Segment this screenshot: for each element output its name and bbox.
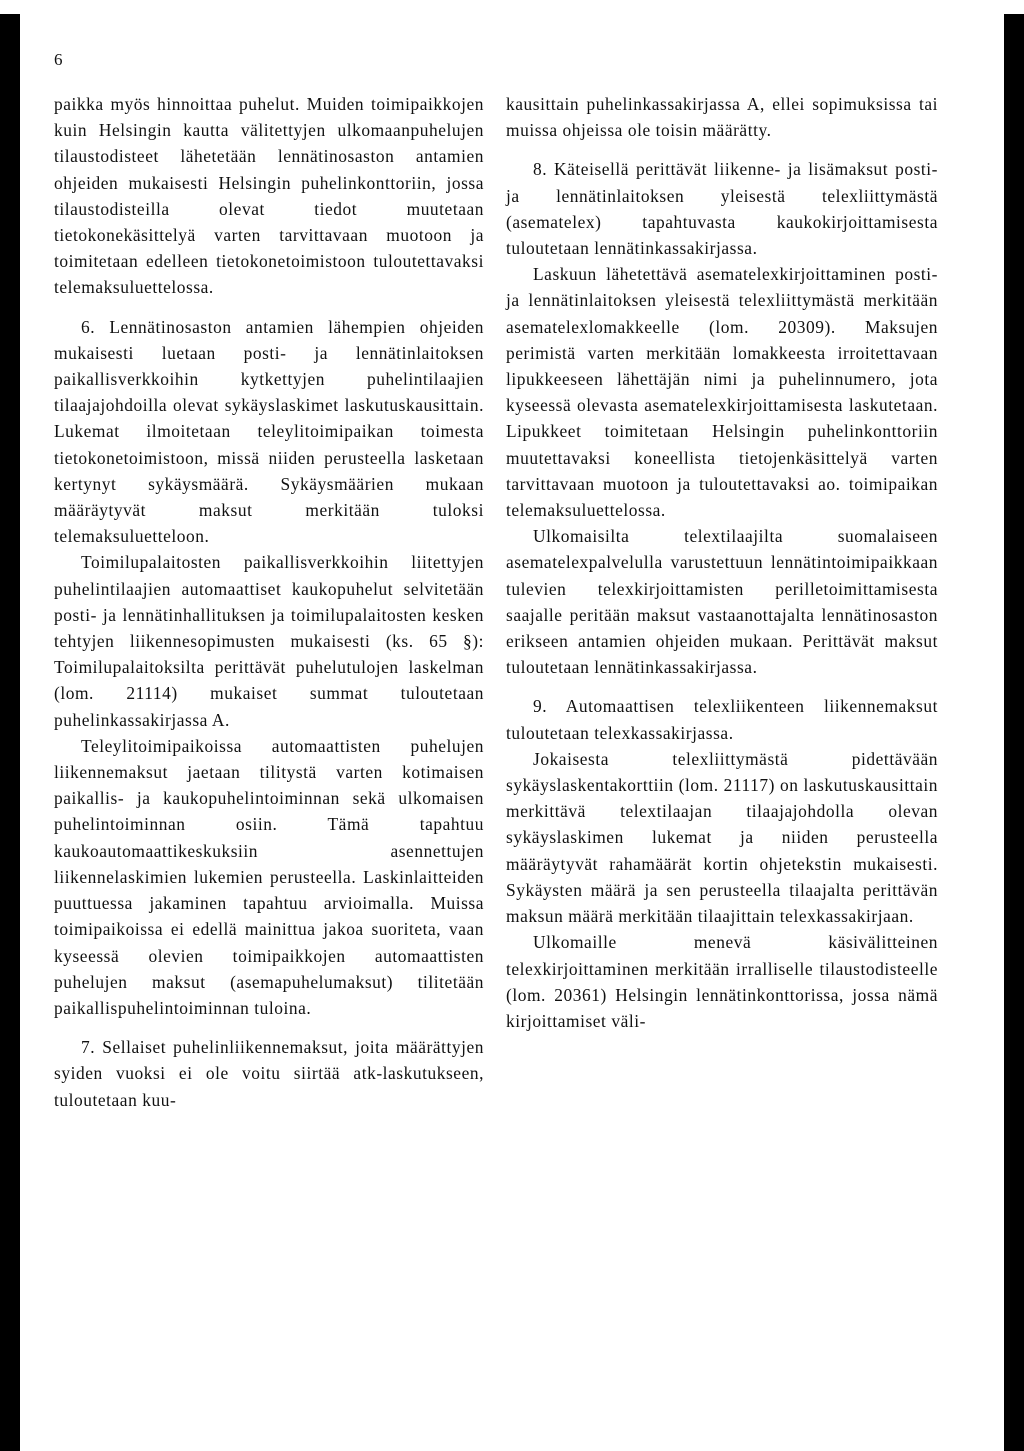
paragraph: Ulkomaisilta telextilaajilta suomalaiseen asematelexpalvelulla varustettuun lennätintoimipaikkaan tulevien telexkirjoittamisten perilletoimittamisesta saajalle peritään maksut vastaanottajalta lennätinosaston erikseen antamien ohjeiden mukaan. Perittävät maksut tuloutetaan lennätinkassakirjassa. xyxy=(506,526,938,678)
paragraph: kausittain puhelinkassakirjassa A, ellei sopimuksissa tai muissa ohjeissa ole toisin määrätty. xyxy=(506,94,938,141)
page-number: 6 xyxy=(54,50,63,69)
paragraph: 8. Käteisellä perittävät liikenne- ja lisämaksut posti- ja lennätinlaitoksen yleisestä telexliittymästä (asematelex) tapahtuvasta kaukokirjoittamisesta tuloutetaan lennätinkassakirjassa. xyxy=(506,159,938,259)
paragraph: Laskuun lähetettävä asematelexkirjoittaminen posti- ja lennätinlaitoksen yleisestä telexliittymästä merkitään asematelexlomakkeelle (lom. 20309). Maksujen perimistä varten merkitään lomakkeesta irroitettavaan lipukkeeseen lähettäjän nimi ja puhelinnumero, jota kyseessä olevasta asematelexkirjoittamisesta laskutetaan. Lipukkeet toimitetaan Helsingin puhelinkonttoriin muutettavaksi koneellista tietojenkäsittelyä varten tarvittavaan muotoon ja tuloutettavaksi ao. toimipaikan telemaksuluettelossa. xyxy=(506,264,938,521)
paragraph: Toimilupalaitosten paikallisverkkoihin liitettyjen puhelintilaajien automaattiset kaukopuhelut selvitetään posti- ja lennätinhallituksen ja toimilupalaitosten kesken tehtyjen liikennesopimusten mukaisesti (ks. 65 §): Toimilupalaitoksilta perittävät puhelutulojen laskelman (lom. 21114) mukaiset summat tuloutetaan puhelinkassakirjassa A. xyxy=(54,552,484,730)
paragraph: Ulkomaille menevä käsivälitteinen telexkirjoittaminen merkitään irralliselle tilaustodisteelle (lom. 20361) Helsingin lennätinkonttorissa, jossa nämä kirjoittamiset väli- xyxy=(506,932,938,1031)
paragraph: 6. Lennätinosaston antamien lähempien ohjeiden mukaisesti luetaan posti- ja lennätinlaitoksen paikallisverkkoihin kytkettyjen puhelintilaajien tilaajajohdoilla olevat sykäyslaskimet laskutuskausittain. Lukemat ilmoitetaan teleylitoimipaikan toimesta tietokonetoimistoon, missä niiden perusteella lasketaan kertynyt sykäysmäärä. Sykäysmäärien mukaan määräytyvät maksut merkitään tuloksi telemaksuluetteloon. xyxy=(54,316,484,547)
paragraph: 7. Sellaiset puhelinliikennemaksut, joita määrättyjen syiden vuoksi ei ole voitu siirtää atk-laskutukseen, tuloutetaan kuu- xyxy=(54,1037,484,1110)
scan-border-right xyxy=(1004,14,1024,1451)
paragraph: 9. Automaattisen telexliikenteen liikennemaksut tuloutetaan telexkassakirjassa. xyxy=(506,696,938,743)
paragraph: Jokaisesta telexliittymästä pidettävään sykäyslaskentakorttiin (lom. 21117) on laskutuskausittain merkittävä telextilaajan tilaajajohdolla olevan sykäyslaskimen lukemat ja niiden perusteella määräytyvät rahamäärät kortin ohjetekstin mukaisesti. Sykäysten määrä ja sen perusteella tilaajalta perittävän maksun määrä merkitään tilaajittain telexkassakirjaan. xyxy=(506,748,938,927)
left-column xyxy=(54,91,484,1113)
paragraph: paikka myös hinnoittaa puhelut. Muiden toimipaikkojen kuin Helsingin kautta välitettyjen ulkomaanpuhelujen tilaustodisteet lähetetään lennätinosaston antamien ohjeiden mukaisesti Helsingin puhelinkonttoriin, jossa tilaustodisteilla olevat tiedot muutetaan tietokonekäsittelyä varten tarvittavaan muotoon ja toimitetaan edelleen tietokonetoimistoon tuloutettavaksi telemaksuluettelossa. xyxy=(54,94,484,298)
scan-border-left xyxy=(0,14,20,1451)
paragraph: Teleylitoimipaikoissa automaattisten puhelujen liikennemaksut jaetaan tilitystä varten kotimaisen paikallis- ja kaukopuhelintoiminnan sekä ulkomaisen puhelintoiminnan osiin. Tämä tapahtuu kaukoautomaattikeskuksiin asennettujen liikennelaskimien lukemien perusteella. Laskinlaitteiden puuttuessa jakaminen tapahtuu arvioimalla. Muissa toimipaikoissa ei edellä mainittua jakoa suoriteta, vaan kyseessä olevien toimipaikkojen automaattisten puhelujen maksut (asemapuhelumaksut) tilitetään paikallispuhelintoiminnan tuloina. xyxy=(54,735,484,1018)
right-column xyxy=(506,91,938,1034)
